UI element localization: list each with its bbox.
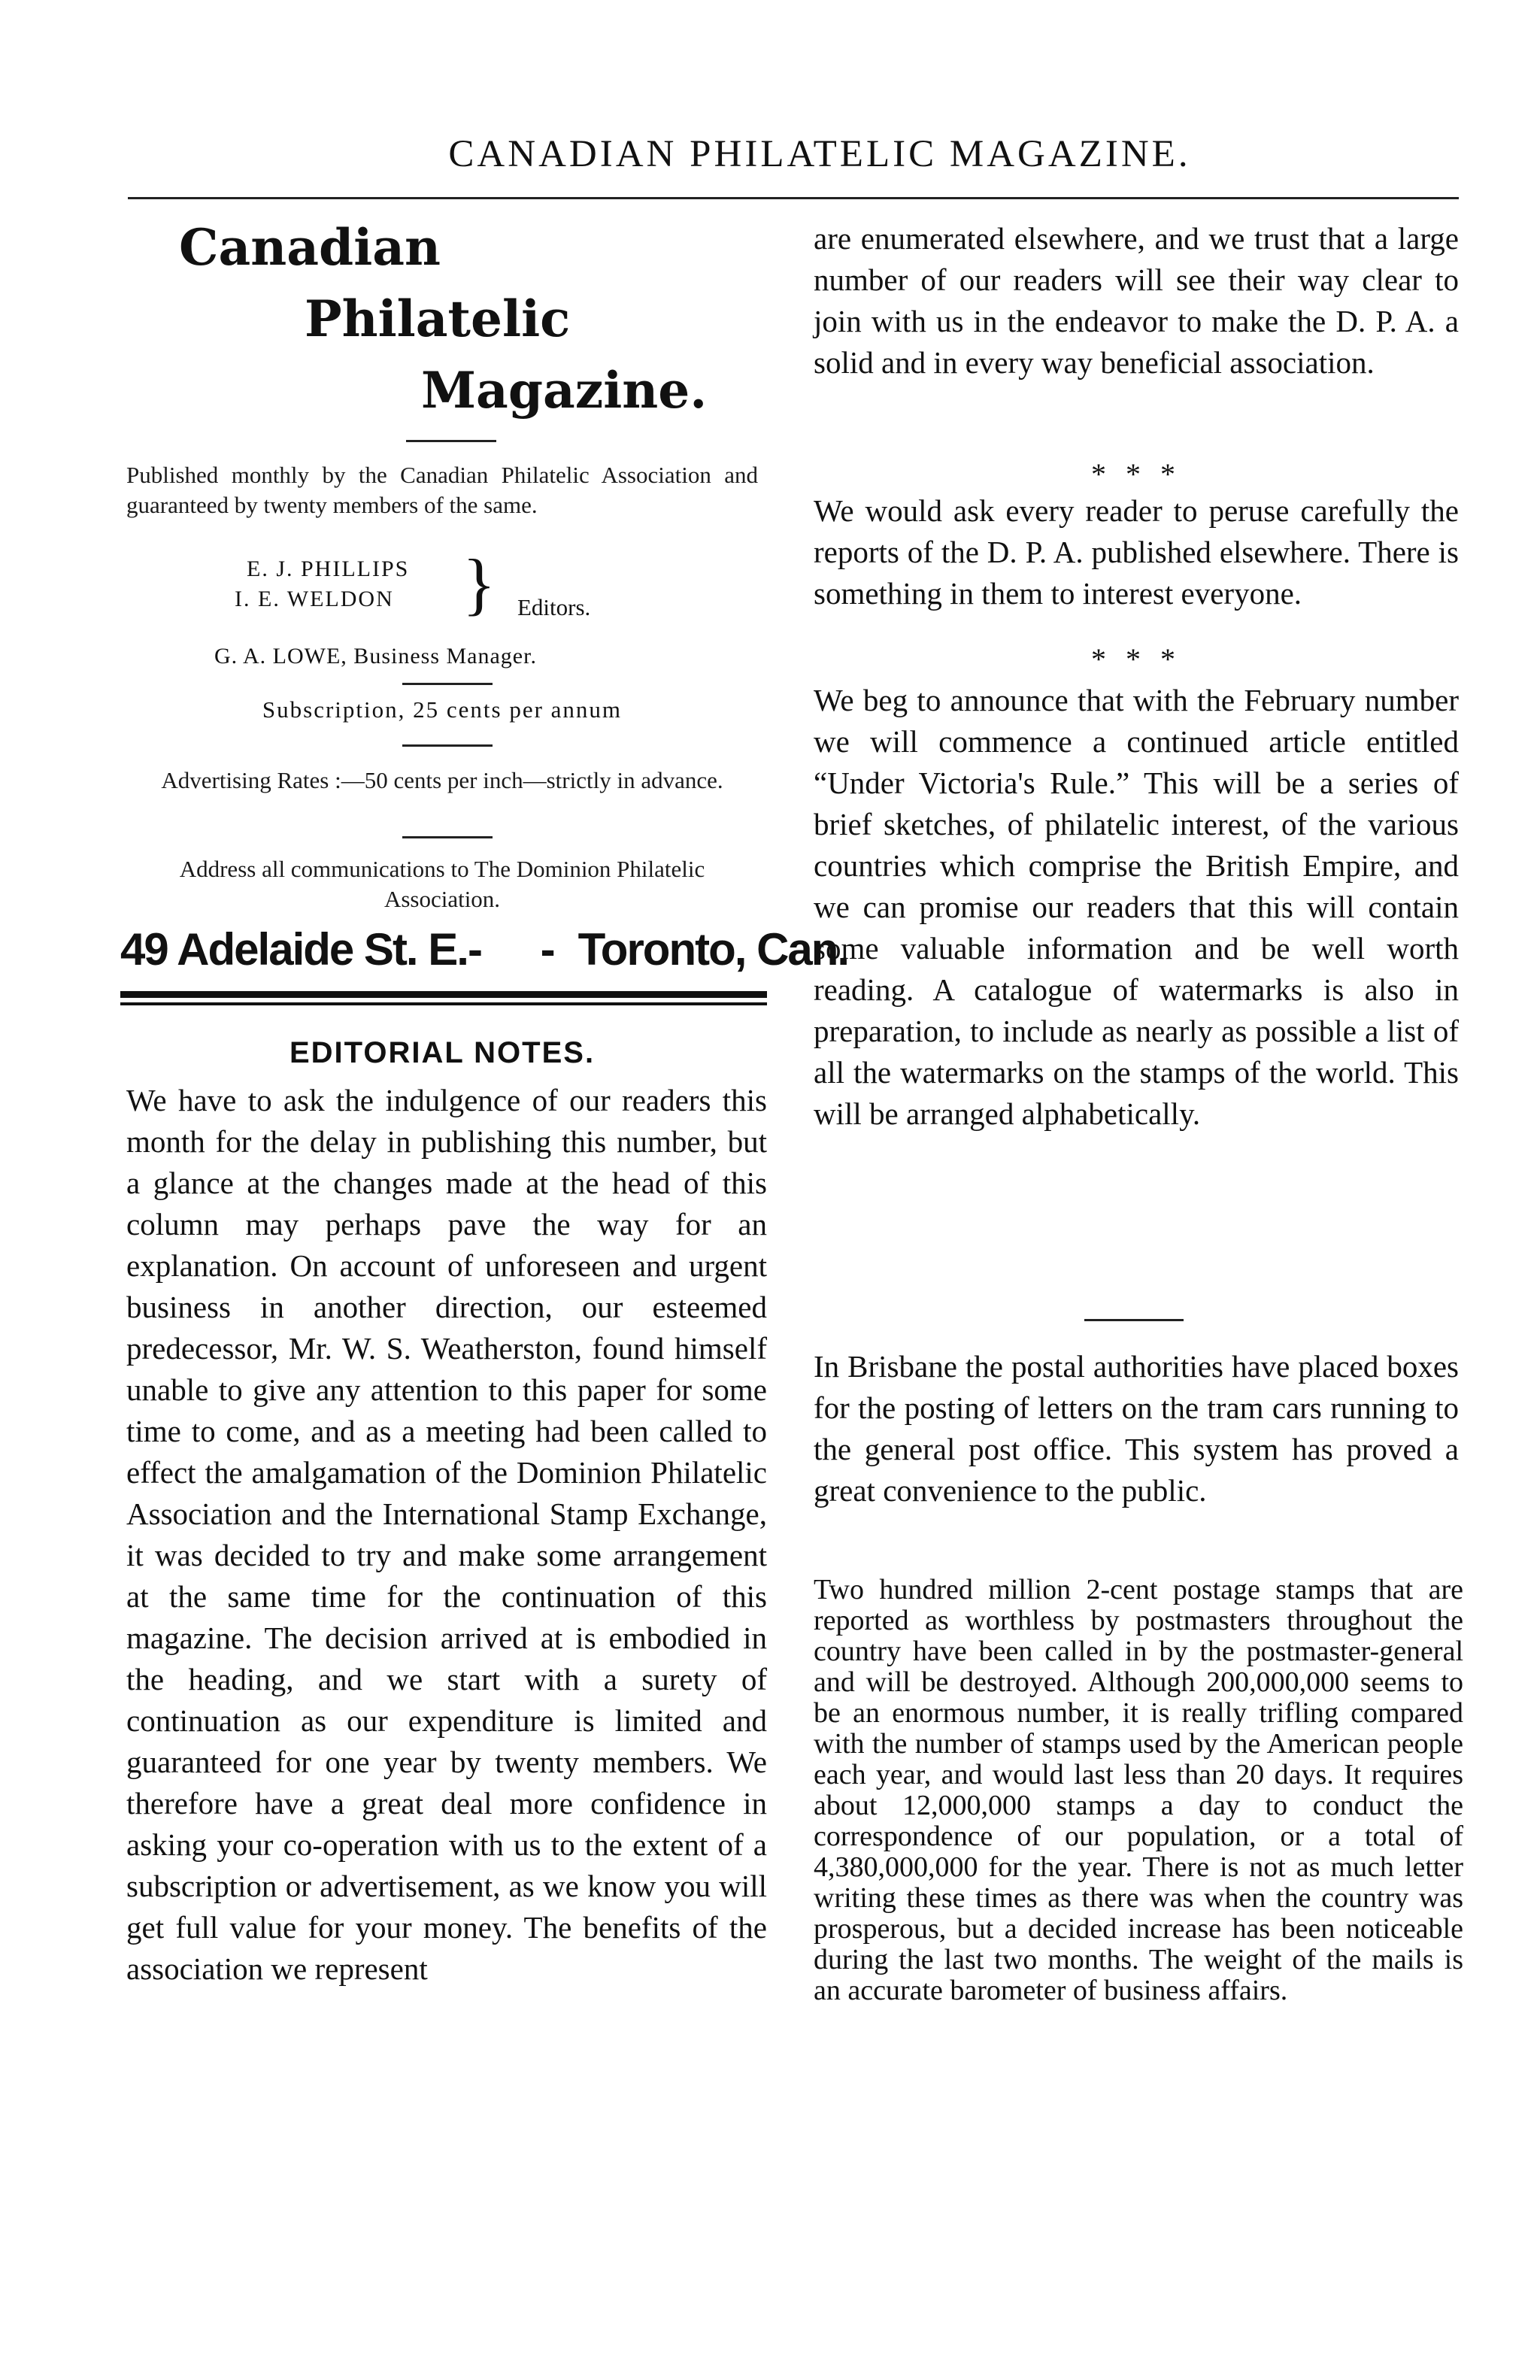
masthead-line-2: Philatelic (305, 290, 571, 348)
editorial-continuation: are enumerated elsewhere, and we trust that a large number of our readers will see their way clear to join with us in the endeavor to make the D. P. A. a solid and in every way beneficial association. (814, 221, 1459, 380)
publication-notice: Published monthly by the Canadian Philatelic Association and guaranteed by twenty members of the same. (126, 462, 758, 518)
city: Toronto, Can. (578, 924, 849, 975)
editorial-heading: EDITORIAL NOTES. (289, 1036, 596, 1069)
editorial-paragraph-1: We have to ask the indulgence of our readers this month for the delay in publishing this number, but a glance at the changes made at the head of this column may perhaps pave the way for an explanation. On account of unforeseen and urgent business in another direction, our esteemed predecessor, Mr. W. S. Weatherston, found himself unable to give any attention to this paper for some time to come, and as a meeting had been called to effect the amalgamation of the Dominion Philatelic Association and the International Stamp Exchange, it was decided to try and make some arrangement at the same time for the continuation of this magazine. The decision arrived at is embodied in the heading, and we start with a surety of continuation as our expenditure is limited and guaranteed for one year by twenty members. We therefore have a great deal more confidence in asking your co-operation with us to the extent of a subscription or advertisement, as we know you will get full value for your money. The benefits of the association we represent (126, 1083, 767, 1986)
section-stars: * * * (1091, 457, 1181, 491)
masthead-line-3: Magazine. (421, 361, 708, 420)
thin-rule (120, 1002, 767, 1005)
editorial-paragraph-2: We would ask every reader to peruse carefully the reports of the D. P. A. published elsewhere. There is something in them to interest everyone. (814, 493, 1459, 611)
street: 49 Adelaide St. E. (120, 924, 468, 975)
masthead-line-1: Canadian (179, 218, 441, 277)
editors-brace: } (462, 545, 496, 622)
header-rule (128, 197, 1459, 199)
editorial-paragraph-5: Two hundred million 2-cent postage stamps that are reported as worthless by postmasters throughout the country have been called in by the postmaster-general and will be destroyed. Although 200,000,000 seems to be an enormous number, it is really trifling compared with the number of stamps used by the American people each year, and would last less than 20 days. It requires about 12,000,000 stamps a day to conduct the correspondence of our population, or a total of 4,380,000,000 for the year. There is not as much letter writing these times as there was when the country was prosperous, but a decided increase has been noticeable during the last two months. The weight of the mails is an accurate barometer of business affairs. (814, 1574, 1463, 2006)
business-manager: G. A. LOWE, Business Manager. (214, 644, 537, 669)
address-notice: Address all communications to The Dominion Philatelic Association. (179, 856, 705, 912)
advertising-rates: Advertising Rates :—50 cents per inch—strictly in advance. (161, 767, 723, 793)
editor-name-2: I. E. WELDON (235, 587, 394, 611)
divider (402, 744, 493, 747)
running-head: CANADIAN PHILATELIC MAGAZINE. (448, 133, 1191, 175)
divider (402, 683, 493, 685)
divider (1084, 1319, 1184, 1321)
section-stars: * * * (1091, 642, 1181, 676)
masthead-divider (406, 440, 496, 442)
editorial-paragraph-3: We beg to announce that with the February number we will commence a continued article entitled “Under Victoria's Rule.” This will be a series of brief sketches, of philatelic interest, of the various countries which comprise the British Empire, and we can promise our readers that this will contain some valuable information and be well worth reading. A catalogue of watermarks is also in preparation, to include as nearly as possible a list of all the watermarks on the stamps of the world. This will be arranged alphabetically. (814, 683, 1459, 1131)
editorial-paragraph-4: In Brisbane the postal authorities have placed boxes for the posting of letters on the tram cars running to the general post office. This system has proved a great convenience to the public. (814, 1349, 1459, 1508)
thick-rule (120, 991, 767, 998)
subscription-rate: Subscription, 25 cents per annum (262, 696, 623, 723)
address-dashes: - - (467, 924, 578, 975)
street-address (120, 923, 849, 984)
divider (402, 836, 493, 838)
editors-label: Editors. (517, 594, 591, 620)
editor-name-1: E. J. PHILLIPS (247, 556, 410, 581)
